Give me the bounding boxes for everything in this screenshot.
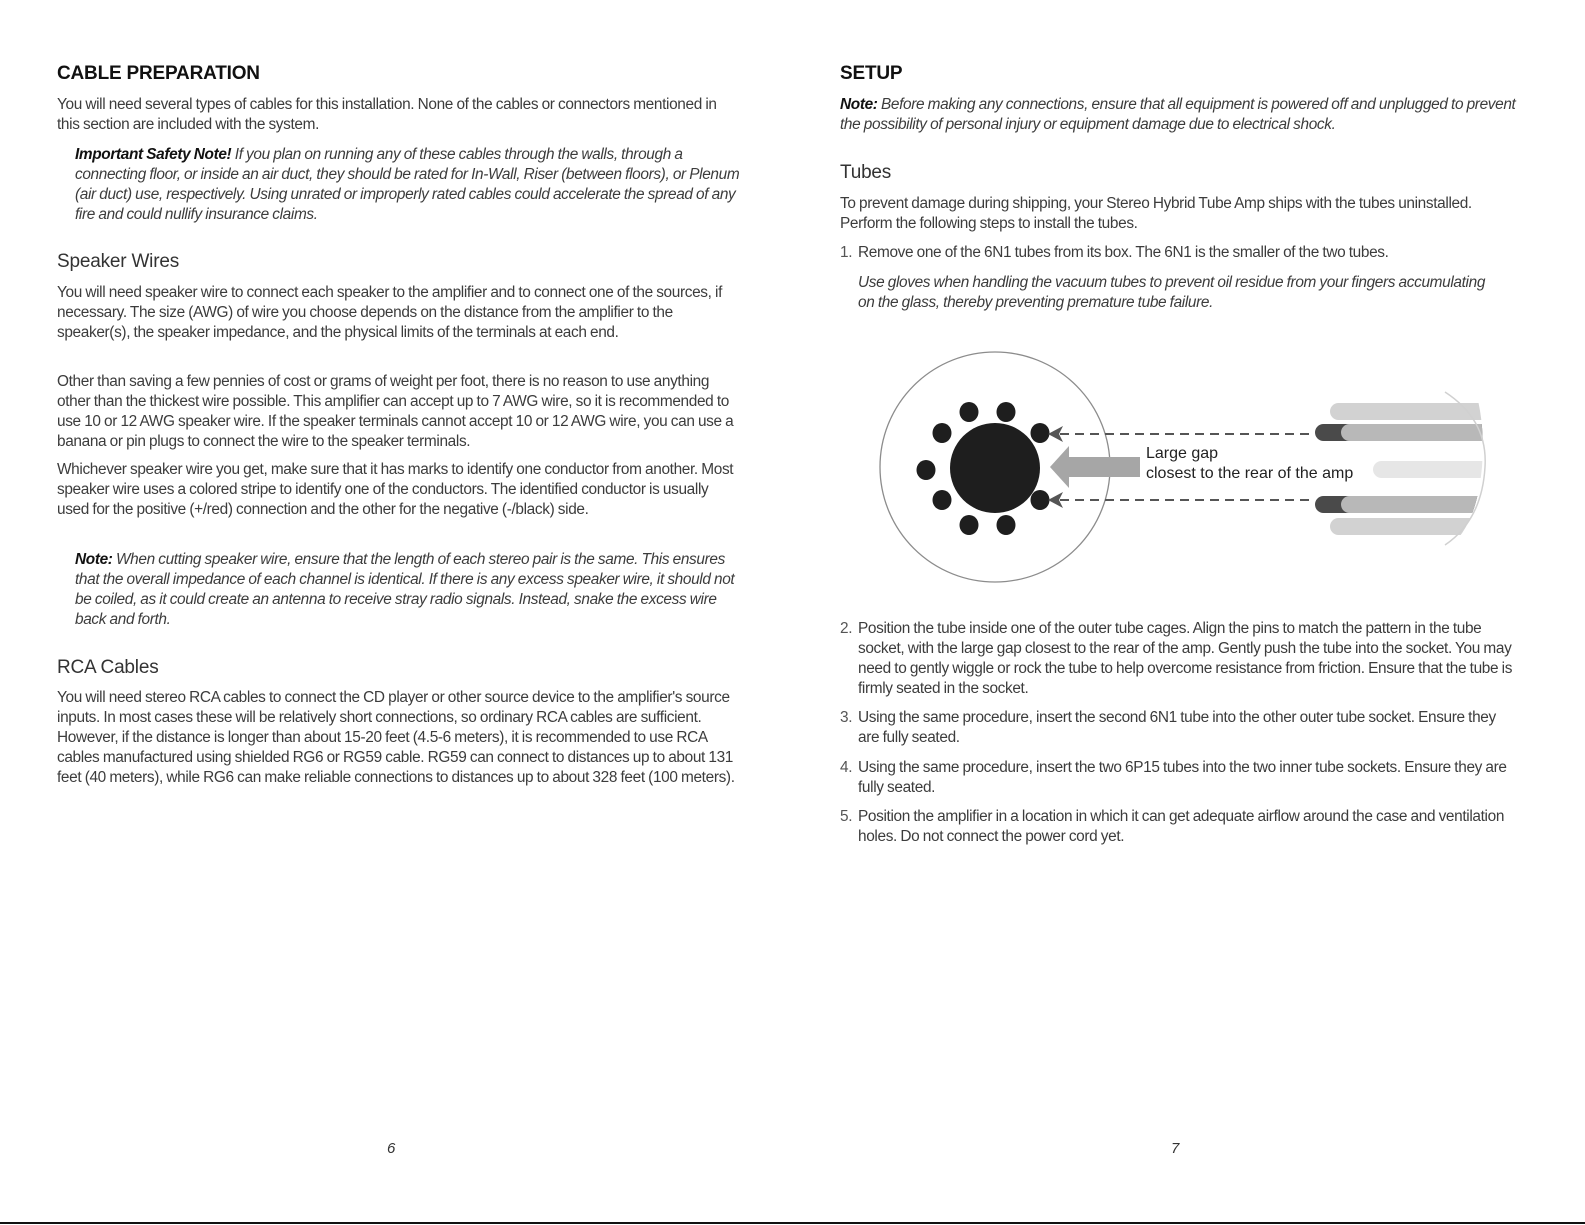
subheading-tubes: Tubes <box>840 162 892 183</box>
speaker-wires-paragraph-3: Whichever speaker wire you get, make sure that it has marks to identify one conductor from another. Most speaker wire uses a colored stripe to identify one of the conductors. The identified conductor is usually used for the positive (+/red) connection and the other for the negative (-/black) side. <box>57 461 734 518</box>
glove-tip: Use gloves when handling the vacuum tubes to prevent oil residue from your fingers accumulating on the glass, thereby preventing premature tube failure. <box>858 274 1486 311</box>
step-text: Remove one of the 6N1 tubes from its box. The 6N1 is the smaller of the two tubes. <box>858 244 1389 261</box>
setup-note-label: Note: <box>840 96 878 113</box>
rca-cables-paragraph: You will need stereo RCA cables to connect the CD player or other source device to the amplifier's source inputs. In most cases these will be relatively short connections, so ordinary RCA cables are sufficient. However, if the distance is longer than about 15-20 feet (4.5-6 meters), it is recommended to use RCA cables manufactured using shielded RG6 or RG59 cable. RG59 can connect to distances up to about 131 feet (40 meters), while RG6 can make reliable connections to distances up to about 328 feet (100 meters). <box>57 689 735 786</box>
speaker-wires-paragraph-1: You will need speaker wire to connect each speaker to the amplifier and to connect one of the sources, if necessary. The size (AWG) of wire you choose depends on the distance from the amplifier to the speaker(s), the speaker impedance, and the physical limits of the terminals at each end. <box>57 284 722 341</box>
speaker-note-label: Note: <box>75 551 113 568</box>
step-number: 3. <box>840 709 853 726</box>
tube-step-5 <box>840 807 1520 847</box>
socket-center <box>950 423 1040 513</box>
page-number-right: 7 <box>1171 1140 1180 1157</box>
bottom-rule <box>0 1222 1585 1224</box>
important-safety-note <box>75 145 755 225</box>
step-number: 4. <box>840 759 853 776</box>
step-text: Position the amplifier in a location in which it can get adequate airflow around the case and ventilation holes. Do not connect the power cord yet. <box>858 808 1505 845</box>
page-number-left: 6 <box>387 1140 396 1157</box>
safety-note-text: If you plan on running any of these cables through the walls, through a connecting floor, or inside an air duct, they should be rated for In-Wall, Riser (between floors), or Plenum (air duct) use, respectively. Using unrated or improperly rated cables could accelerate the spread of any fire and could nullify insurance claims. <box>75 146 740 223</box>
label-line-2: closest to the rear of the amp <box>1146 465 1354 482</box>
step-number: 5. <box>840 808 853 825</box>
tube-step-2 <box>840 619 1520 699</box>
tube-step-4 <box>840 758 1520 798</box>
subheading-rca-cables: RCA Cables <box>57 657 159 678</box>
label-line-1: Large gap <box>1146 445 1219 462</box>
tube-step-1 <box>840 243 1520 263</box>
setup-note-text: Before making any connections, ensure that all equipment is powered off and unplugged to prevent the possibility of personal injury or equipment damage due to electrical shock. <box>840 96 1516 133</box>
step-text: Position the tube inside one of the outer tube cages. Align the pins to match the pattern in the tube socket, with the large gap closest to the rear of the amp. Gently push the tube into the socket. You may need to gently wiggle or rock the tube to help overcome resistance from friction. Ensure that the tube is firmly seated in the socket. <box>858 620 1513 697</box>
subheading-speaker-wires: Speaker Wires <box>57 251 179 272</box>
step-number: 2. <box>840 620 853 637</box>
tubes-intro: To prevent damage during shipping, your Stereo Hybrid Tube Amp ships with the tubes uninstalled. Perform the following steps to install the tubes. <box>840 195 1472 232</box>
speaker-wires-paragraph-2: Other than saving a few pennies of cost or grams of weight per foot, there is no reason to use anything other than the thickest wire possible. This amplifier can accept up to 7 AWG wire, so it is recommended to use 10 or 12 AWG speaker wire. If the speaker terminals cannot accept 10 or 12 AWG wire, you can use a banana or pin plugs to connect the wire to the speaker terminals. <box>57 373 734 450</box>
speaker-wire-note <box>75 550 750 630</box>
section-heading-cable-preparation: CABLE PREPARATION <box>57 63 260 84</box>
tube-step-3 <box>840 708 1520 748</box>
large-gap-label <box>1146 444 1353 484</box>
speaker-note-text: When cutting speaker wire, ensure that the length of each stereo pair is the same. This ensures that the overall impedance of each channel is identical. If there is any excess speaker wire, it should not be coiled, as it could create an antenna to receive stray radio signals. Instead, snake the excess wire back and forth. <box>75 551 735 628</box>
safety-note-label: Important Safety Note! <box>75 146 232 163</box>
step-text: Using the same procedure, insert the second 6N1 tube into the other outer tube socket. Ensure they are fully seated. <box>858 709 1496 746</box>
section-heading-setup: SETUP <box>840 63 903 84</box>
setup-note <box>840 95 1520 135</box>
step-text: Using the same procedure, insert the two 6P15 tubes into the two inner tube sockets. Ensure they are fully seated. <box>858 759 1507 796</box>
step-number: 1. <box>840 244 853 261</box>
right-page <box>840 0 1540 1225</box>
cable-prep-intro: You will need several types of cables for this installation. None of the cables or connectors mentioned in this section are included with the system. <box>57 96 717 133</box>
left-page <box>57 0 752 1225</box>
tube-socket-diagram <box>860 340 1500 590</box>
